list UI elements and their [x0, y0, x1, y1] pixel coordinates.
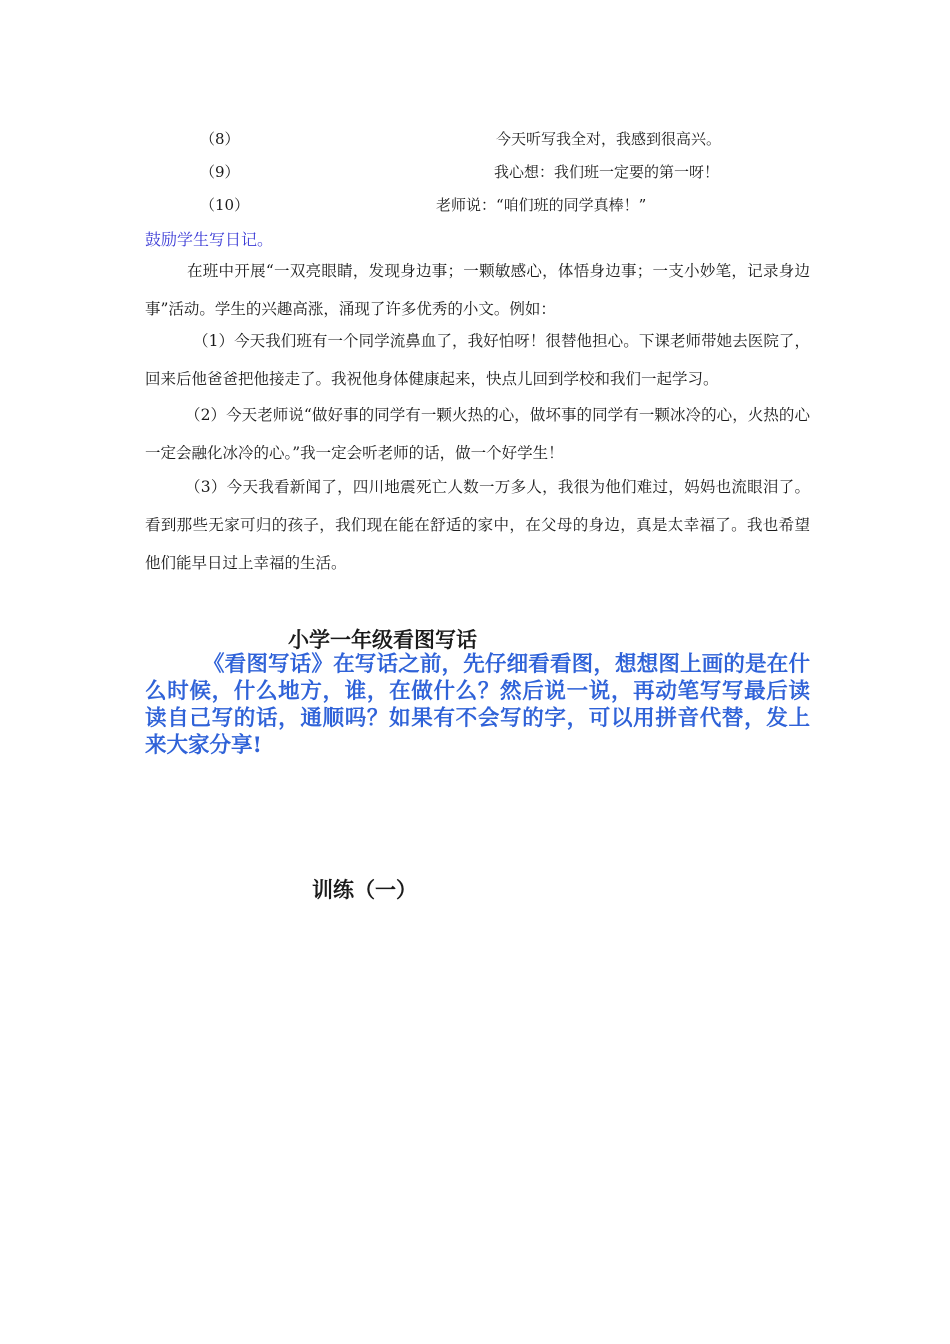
section-title: 小学一年级看图写话	[288, 628, 477, 652]
intro-paragraph: 在班中开展“一双亮眼睛，发现身边事；一颗敏感心，体悟身边事；一支小妙笔，记录身边事”活动。学生的兴趣高涨，涌现了许多优秀的小文。例如：	[145, 262, 810, 318]
list-item-text: 老师说：“咱们班的同学真棒！”	[436, 196, 647, 214]
example-paragraph: （3）今天我看新闻了，四川地震死亡人数一万多人，我很为他们难过，妈妈也流眼泪了。看到那些无家可归的孩子，我们现在能在舒适的家中，在父母的身边，真是太幸福了。我也希望他们能早日过上幸福的生活。	[145, 478, 810, 572]
training-title: 训练（一）	[312, 878, 417, 902]
list-item-text: 今天听写我全对，我感到很高兴。	[496, 130, 722, 148]
list-item-number: （9）	[200, 163, 240, 181]
example-paragraph: （1）今天我们班有一个同学流鼻血了，我好怕呀！很替他担心。下课老师带她去医院了，回来后他爸爸把他接走了。我祝他身体健康起来，快点儿回到学校和我们一起学习。	[145, 332, 810, 388]
example-paragraph: （2）今天老师说“做好事的同学有一颗火热的心，做坏事的同学有一颗冰冷的心，火热的心一定会融化冰冷的心。”我一定会听老师的话，做一个好学生！	[145, 406, 810, 462]
diary-heading: 鼓励学生写日记。	[145, 230, 274, 249]
list-item-number: （8）	[200, 130, 240, 148]
list-item-text: 我心想：我们班一定要的第一呀！	[494, 163, 720, 181]
instruction-paragraph: 《看图写话》在写话之前，先仔细看看图，想想图上画的是在什么时候，什么地方，谁，在做什么？然后说一说，再动笔写写最后读读自己写的话，通顺吗？如果有不会写的字，可以用拼音代替，发上来大家分享!	[145, 652, 810, 758]
list-item-number: （10）	[200, 196, 250, 214]
